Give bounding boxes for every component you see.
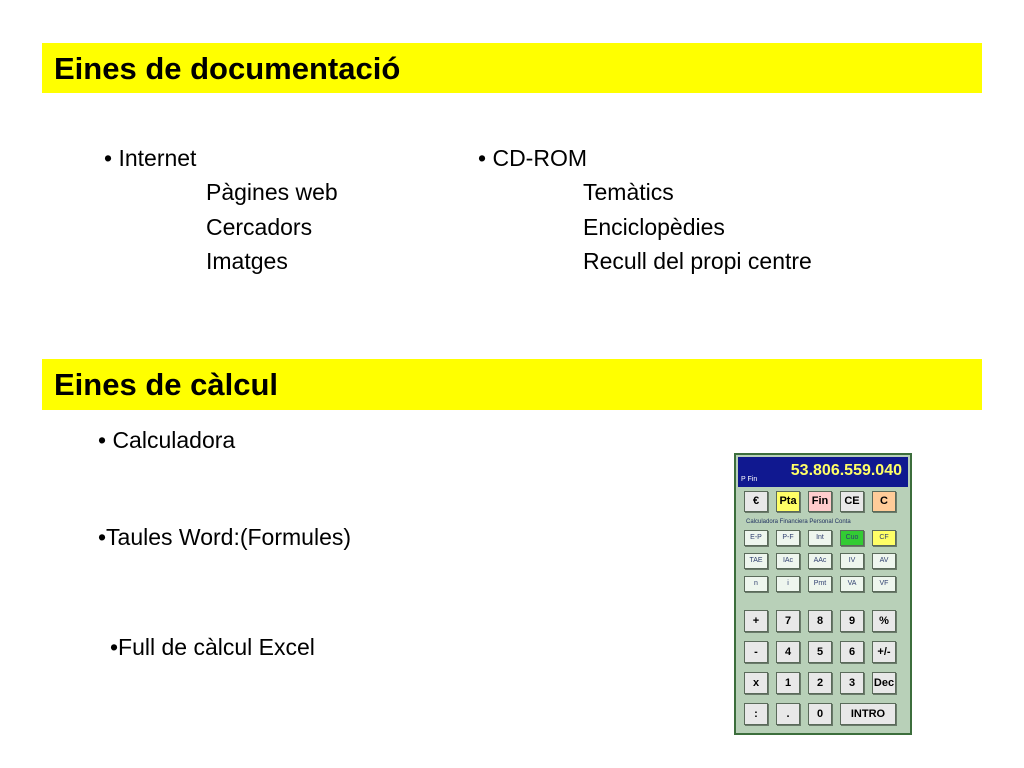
calculator-key: CE: [840, 491, 864, 512]
section-banner-calculation: [42, 359, 982, 410]
calculator-key: +: [744, 610, 768, 632]
calculator-key: :: [744, 703, 768, 725]
list-item: Pàgines web: [206, 179, 338, 205]
calculator-key: Fin: [808, 491, 832, 512]
display-value: 53.806.559.040: [790, 462, 902, 479]
calculator-key: AAc: [808, 553, 832, 569]
calculator-key: C: [872, 491, 896, 512]
calculator-key: 8: [808, 610, 832, 632]
calculator-image: [734, 453, 912, 735]
list-item: Temàtics: [583, 179, 674, 205]
section-banner-documentation: [42, 43, 982, 93]
calculator-key: P-F: [776, 530, 800, 546]
calculator-key: -: [744, 641, 768, 663]
list-item: Imatges: [206, 248, 288, 274]
display-mode: P Fin: [741, 476, 758, 483]
calculator-key: VF: [872, 576, 896, 592]
list-item-full-calcul: •Full de càlcul Excel: [110, 634, 315, 660]
calculator-key: Pmt: [808, 576, 832, 592]
calculator-key: n: [744, 576, 768, 592]
section-title: Eines de càlcul: [54, 367, 278, 402]
list-item: Cercadors: [206, 214, 313, 240]
list-item-taules-word: •Taules Word:(Formules): [98, 524, 352, 550]
bullet-internet: • Internet: [104, 145, 197, 171]
calculator-key: E-P: [744, 530, 768, 546]
list-item: Enciclopèdies: [583, 214, 725, 240]
calculator-key: 2: [808, 672, 832, 694]
calculator-key: 7: [776, 610, 800, 632]
calculator-key: 0: [808, 703, 832, 725]
list-item-calculadora: • Calculadora: [98, 427, 236, 453]
section-title: Eines de documentació: [54, 51, 401, 86]
calculator-key: CF: [872, 530, 896, 546]
bullet-label: Internet: [118, 145, 197, 171]
calculator-key: x: [744, 672, 768, 694]
calculator-key: 3: [840, 672, 864, 694]
calculator-key: %: [872, 610, 896, 632]
calculator-key: AV: [872, 553, 896, 569]
calculator-key: Pta: [776, 491, 800, 512]
calculator-key: i: [776, 576, 800, 592]
calculator-key: 4: [776, 641, 800, 663]
calculator-key: INTRO: [840, 703, 896, 725]
bullet-label: CD-ROM: [492, 145, 587, 171]
calculator-key: TAE: [744, 553, 768, 569]
calculator-key: Int: [808, 530, 832, 546]
calculator-key: VA: [840, 576, 864, 592]
calculator-key: 1: [776, 672, 800, 694]
bullet-cdrom: • CD-ROM: [478, 145, 587, 171]
calculator-key: .: [776, 703, 800, 725]
calculator-key: Cuo: [840, 530, 864, 546]
calculator-key: IV: [840, 553, 864, 569]
calculator-key: IAc: [776, 553, 800, 569]
calculator-display: [738, 457, 908, 487]
list-item: Recull del propi centre: [583, 248, 812, 274]
calculator-key: 5: [808, 641, 832, 663]
calculator-function-label: Calculadora Financiera Personal Conta: [746, 519, 851, 525]
calculator-key: Dec: [872, 672, 896, 694]
calculator-key: 6: [840, 641, 864, 663]
calculator-key: €: [744, 491, 768, 512]
calculator-key: 9: [840, 610, 864, 632]
calculator-key: +/-: [872, 641, 896, 663]
